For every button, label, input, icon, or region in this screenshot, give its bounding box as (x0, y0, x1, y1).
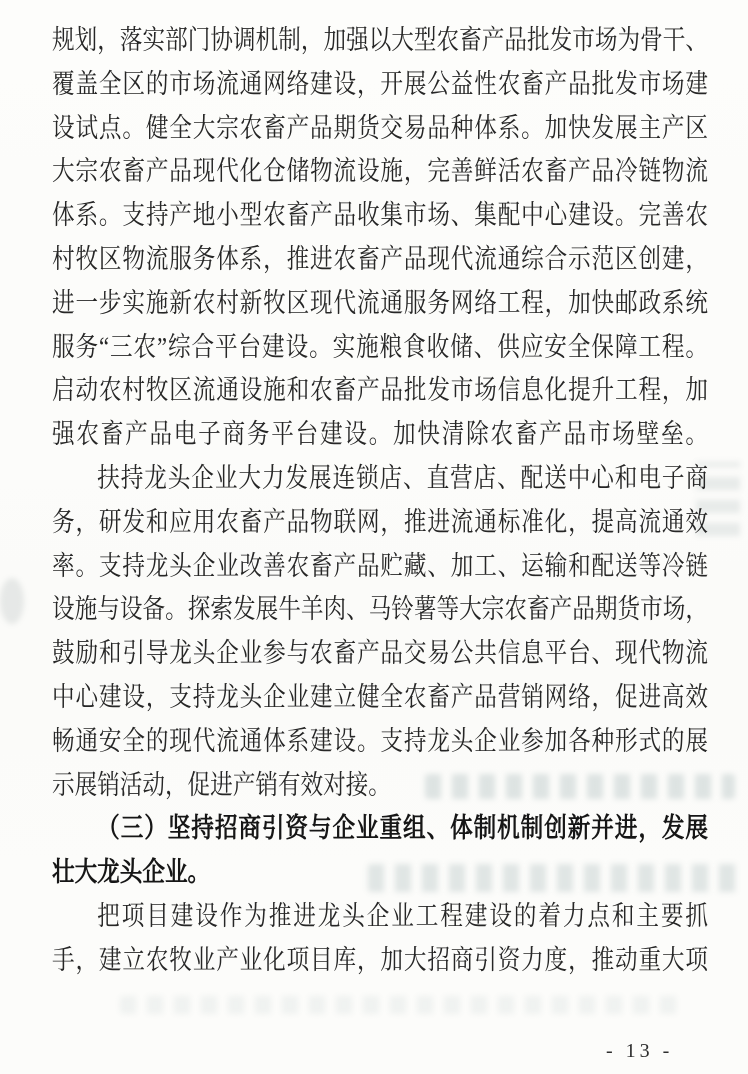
text-line: 畅通安全的现代流通体系建设。支持龙头企业参加各种形式的展 (52, 725, 708, 756)
text-line: 强农畜产品电子商务平台建设。加快清除农畜产品市场壁垒。 (52, 419, 708, 450)
text-line: 示展销活动，促进产销有效对接。 (52, 769, 391, 800)
text-line: 启动农村牧区流通设施和农畜产品批发市场信息化提升工程，加 (52, 375, 708, 406)
text-line: 覆盖全区的市场流通网络建设，开展公益性农畜产品批发市场建 (52, 68, 708, 99)
text-line: 设施与设备。探索发展牛羊肉、马铃薯等大宗农畜产品期货市场， (52, 594, 708, 625)
text-line: 体系。支持产地小型农畜产品收集市场、集配中心建设。完善农 (52, 200, 708, 231)
page-number: - 13 - (606, 1040, 674, 1062)
text-line: 手，建立农牧业产业化项目库，加大招商引资力度，推动重大项 (52, 944, 708, 975)
text-line: 进一步实施新农村新牧区现代流通服务网络工程，加快邮政系统 (52, 287, 708, 318)
text-line: 率。支持龙头企业改善农畜产品贮藏、加工、运输和配送等冷链 (52, 550, 708, 581)
text-line: 务，研发和应用农畜产品物联网，推进流通标准化，提高流通效 (52, 506, 708, 537)
text-line: （三）坚持招商引资与企业重组、体制机制创新并进，发展 (97, 813, 708, 844)
text-line: 把项目建设作为推进龙头企业工程建设的着力点和主要抓 (97, 900, 708, 931)
text-line: 大宗农畜产品现代化仓储物流设施，完善鲜活农畜产品冷链物流 (52, 156, 708, 187)
text-line: 规划，落实部门协调机制，加强以大型农畜产品批发市场为骨干、 (52, 25, 708, 55)
text-line: 壮大龙头企业。 (52, 857, 211, 888)
text-line: 鼓励和引导龙头企业参与农畜产品交易公共信息平台、现代物流 (52, 638, 708, 669)
body-text (52, 19, 708, 983)
text-line: 中心建设，支持龙头企业建立健全农畜产品营销网络，促进高效 (52, 681, 708, 712)
text-line: 设试点。健全大宗农畜产品期货交易品种体系。加快发展主产区 (52, 112, 708, 143)
scan-smudge (0, 578, 24, 624)
text-line: 村牧区物流服务体系，推进农畜产品现代流通综合示范区创建， (52, 243, 708, 274)
text-line: 扶持龙头企业大力发展连锁店、直营店、配送中心和电子商 (97, 462, 708, 493)
show-through-artifact (120, 996, 680, 1014)
text-line: 服务“三农”综合平台建设。实施粮食收储、供应安全保障工程。 (52, 331, 708, 362)
